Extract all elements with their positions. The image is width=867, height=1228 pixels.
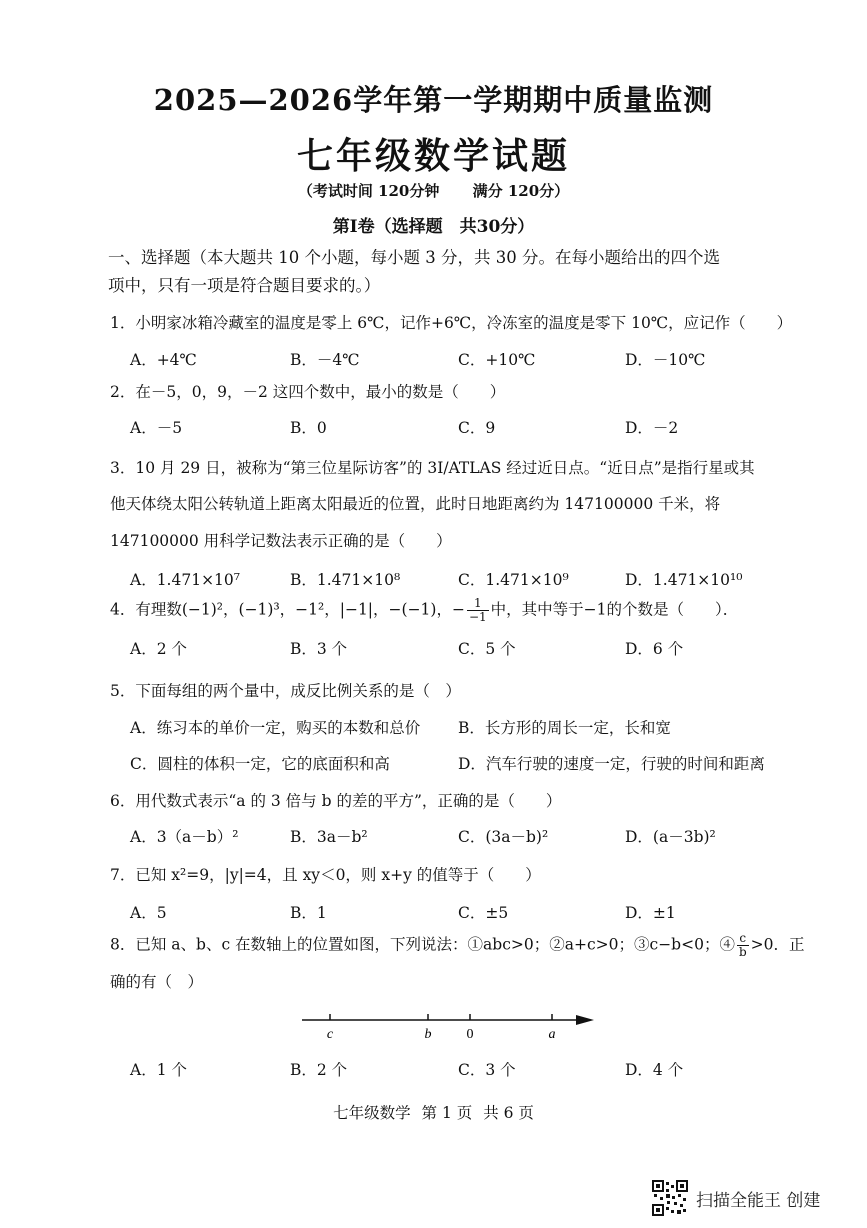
question-7-option-a: A．5 [130,904,167,922]
question-6-option-c: C．(3a－b)² [458,828,549,846]
question-5-option-a: A．练习本的单价一定，购买的本数和总价 [130,719,421,737]
question-2-option-a: A．－5 [130,419,183,437]
page-footer [0,1101,867,1123]
number-line-label-a: a [548,1027,556,1042]
question-8-option-a: A．1 个 [130,1061,187,1079]
number-line-figure [296,1000,596,1044]
question-6-option-d: D．(a－3b)² [625,828,716,846]
question-4-stem-part1: 4．有理数(−1)²，(−1)³，−1²，|−1|，−(−1)， [110,600,452,619]
question-4-fraction [467,597,489,624]
qr-code-icon [652,1180,688,1216]
question-3-option-c: C．1.471×10⁹ [458,571,569,589]
question-2-option-c: C．9 [458,419,496,437]
question-8-stem-line1 [110,932,805,959]
question-5-stem: 5．下面每组的两个量中，成反比例关系的是（ ） [110,682,461,700]
question-1-option-b: B．－4℃ [290,351,360,369]
instructions-line2: 项中，只有一项是符合题目要求的。） [108,276,381,295]
question-8-stem-part1: 8．已知 a、b、c 在数轴上的位置如图，下列说法：①abc>0；②a+c>0；③c−b<0；④ [110,935,735,954]
question-5-option-d: D．汽车行驶的速度一定，行驶的时间和距离 [458,755,765,773]
instructions-line1: 一、选择题（本大题共 10 个小题，每小题 3 分，共 30 分。在每小题给出的四个选 [108,248,720,267]
question-8-option-d: D．4 个 [625,1061,684,1079]
question-8-fraction [737,932,749,959]
question-4-stem-part2: 中，其中等于−1的个数是（ ）． [490,600,739,619]
question-7-option-c: C．±5 [458,904,509,922]
question-1-stem: 1．小明家冰箱冷藏室的温度是零上 6℃，记作+6℃，冷冻室的温度是零下 10℃，应记作（ ） [110,314,793,332]
question-3-stem-line1: 3．10 月 29 日，被称为“第三位星际访客”的 3I/ATLAS 经过近日点。“近日点”是指行星或其 [110,459,755,477]
question-2-option-b: B．0 [290,419,327,437]
exam-time: （考试时间 120分钟 [297,182,440,200]
question-7-option-d: D．±1 [625,904,676,922]
scanner-watermark-text: 扫描全能王 创建 [696,1190,821,1211]
question-8-frac-numerator: c [737,932,749,946]
section-title: 第Ⅰ卷（选择题 共30分） [332,217,535,237]
footer-total: 共 6 页 [483,1104,534,1122]
question-3-option-d: D．1.471×10¹⁰ [625,571,743,589]
question-8-option-c: C．3 个 [458,1061,516,1079]
question-8-frac-denominator: b [738,945,747,959]
question-4-option-d: D．6 个 [625,640,684,658]
question-4-frac-numerator: 1 [467,597,489,611]
number-line-label-b: b [424,1027,432,1042]
footer-subject: 七年级数学 [333,1104,411,1122]
question-3-option-a: A．1.471×10⁷ [130,571,240,589]
question-4-frac-sign: − [451,600,465,619]
exam-subject-title: 七年级数学试题 [296,135,570,177]
question-3-stem-line3: 147100000 用科学记数法表示正确的是（ ） [110,532,452,550]
question-4-frac-denominator: −1 [468,610,487,624]
number-line-label-zero: 0 [466,1027,474,1042]
number-line-label-c: c [326,1027,334,1042]
question-5-option-b: B．长方形的周长一定，长和宽 [458,719,671,737]
question-6-option-a: A．3（a－b）² [130,828,239,846]
question-3-option-b: B．1.471×10⁸ [290,571,401,589]
question-7-stem: 7．已知 x²=9，|y|=4，且 xy＜0，则 x+y 的值等于（ ） [110,866,541,884]
question-5-option-c: C．圆柱的体积一定，它的底面积和高 [130,755,390,773]
question-8-stem-line2: 确的有（ ） [110,973,204,991]
question-2-option-d: D．－2 [625,419,679,437]
question-8-stem-part2: >0．正 [750,935,805,954]
question-4-option-c: C．5 个 [458,640,516,658]
question-1-option-d: D．－10℃ [625,351,706,369]
full-score: 满分 120分） [472,182,570,200]
question-4-stem [110,597,738,624]
question-2-stem: 2．在－5，0，9，－2 这四个数中，最小的数是（ ） [110,383,506,401]
question-6-stem: 6．用代数式表示“a 的 3 倍与 b 的差的平方”，正确的是（ ） [110,792,562,810]
exam-meta [0,180,867,201]
question-7-option-b: B．1 [290,904,327,922]
scanner-watermark [652,1178,820,1218]
question-4-option-b: B．3 个 [290,640,348,658]
question-4-option-a: A．2 个 [130,640,187,658]
question-6-option-b: B．3a－b² [290,828,368,846]
exam-term-title: 2025—2026学年第一学期期中质量监测 [153,83,714,117]
number-line-arrow-icon [576,1015,594,1025]
footer-page: 第 1 页 [421,1104,473,1122]
question-1-option-a: A．+4℃ [130,351,197,369]
question-3-stem-line2: 他天体绕太阳公转轨道上距离太阳最近的位置，此时日地距离约为 147100000 千米，将 [110,495,721,513]
question-1-option-c: C．+10℃ [458,351,536,369]
question-8-option-b: B．2 个 [290,1061,348,1079]
